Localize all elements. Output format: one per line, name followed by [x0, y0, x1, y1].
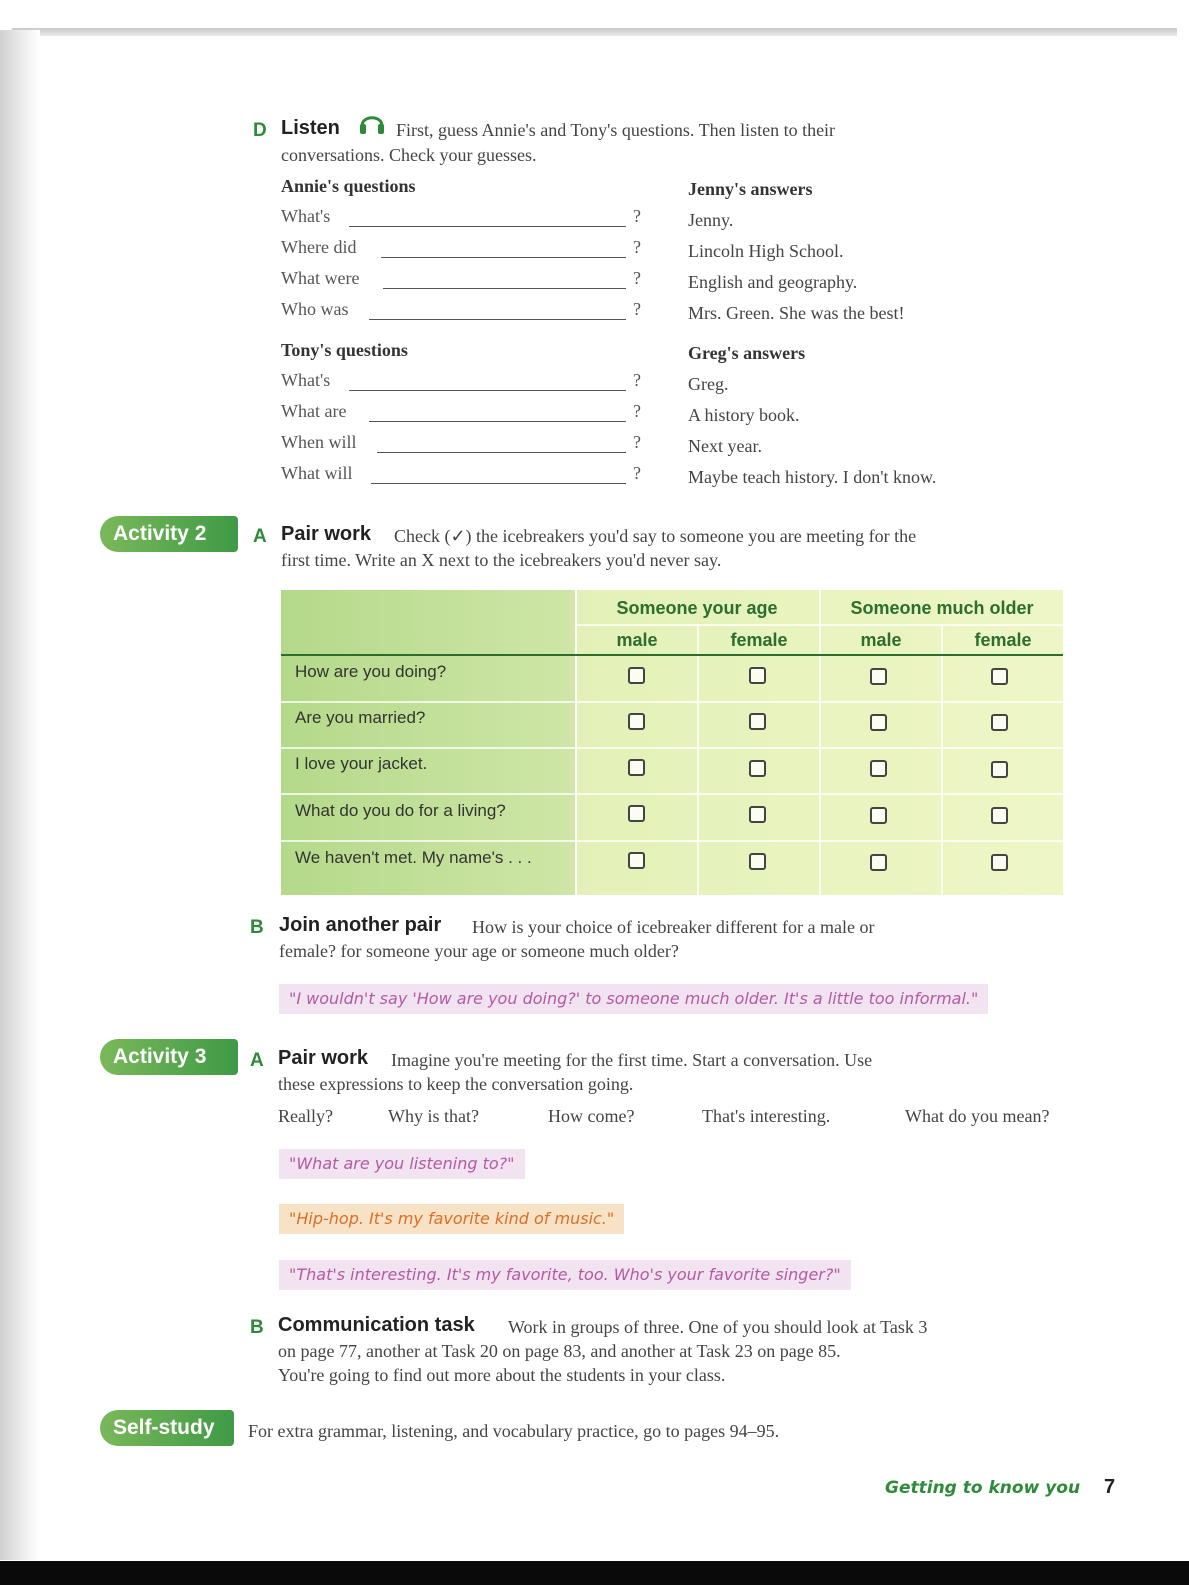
- table-row-label: How are you doing?: [295, 662, 447, 681]
- header-rule: [281, 654, 1063, 656]
- jenny-answer-2: Lincoln High School.: [688, 241, 844, 261]
- footer-unit-title: Getting to know you: [885, 1478, 1081, 1498]
- greg-answer-3: Next year.: [688, 436, 762, 456]
- icebreaker-table: [281, 590, 1063, 895]
- group-header-much-older: Someone much older: [850, 598, 1034, 618]
- checkbox-age-male[interactable]: [628, 713, 645, 730]
- table-row-label: What do you do for a living?: [295, 801, 506, 820]
- answer-blank[interactable]: [383, 288, 626, 289]
- jenny-answers-heading: Jenny's answers: [688, 179, 813, 199]
- checkbox-age-male[interactable]: [628, 805, 645, 822]
- bottom-edge: [0, 1561, 1189, 1585]
- annie-question-1: [281, 206, 646, 232]
- question-stem: What were: [281, 268, 360, 288]
- header-divider: [577, 624, 1063, 626]
- greg-answer-1: Greg.: [688, 374, 729, 394]
- activity-3-b-instruction-2: on page 77, another at Task 20 on page 83, and another at Task 23 on page 85.: [278, 1341, 841, 1361]
- speech-example-2: "Hip-hop. It's my favorite kind of music.": [279, 1204, 624, 1234]
- table-row-label: We haven't met. My name's . . .: [295, 848, 532, 867]
- activity-2-tab: Activity 2: [100, 516, 238, 552]
- activity-2-a-heading: Pair work: [281, 523, 372, 545]
- activity-3-a-heading: Pair work: [278, 1047, 369, 1069]
- annie-question-3: [281, 268, 646, 294]
- activity-3-b-instruction-3: You're going to find out more about the students in your class.: [278, 1365, 726, 1385]
- group-header-same-age: Someone your age: [616, 598, 778, 618]
- speech-example-3: "That's interesting. It's my favorite, too. Who's your favorite singer?": [279, 1260, 851, 1290]
- question-mark: ?: [633, 370, 641, 390]
- column-divider: [697, 624, 699, 895]
- activity-2-b-instruction-2: female? for someone your age or someone much older?: [279, 941, 679, 961]
- greg-answer-4: Maybe teach history. I don't know.: [688, 467, 937, 487]
- checkbox-older-female[interactable]: [991, 714, 1008, 731]
- checkbox-older-male[interactable]: [870, 668, 887, 685]
- page-top-edge: [12, 28, 1177, 36]
- column-divider: [941, 624, 943, 895]
- expression: How come?: [548, 1106, 635, 1126]
- greg-answer-2: A history book.: [688, 405, 800, 425]
- checkbox-older-female[interactable]: [991, 807, 1008, 824]
- section-d-heading: Listen: [281, 117, 340, 139]
- checkbox-age-female[interactable]: [749, 760, 766, 777]
- question-stem: Where did: [281, 237, 357, 257]
- question-mark: ?: [633, 401, 641, 421]
- section-d-instruction-1: First, guess Annie's and Tony's questions. Then listen to their: [396, 120, 836, 140]
- greg-answers-heading: Greg's answers: [688, 343, 806, 363]
- activity-2-b-heading: Join another pair: [279, 914, 442, 936]
- checkbox-age-female[interactable]: [749, 667, 766, 684]
- expression: Really?: [278, 1106, 333, 1126]
- jenny-answer-1: Jenny.: [688, 210, 734, 230]
- activity-3-b-instruction-1: Work in groups of three. One of you should look at Task 3: [508, 1317, 928, 1337]
- activity-3-b-letter: B: [250, 1317, 264, 1338]
- annie-question-2: [281, 237, 646, 263]
- row-divider: [281, 747, 1063, 749]
- checkbox-age-male[interactable]: [628, 852, 645, 869]
- self-study-tab: Self-study: [100, 1410, 234, 1446]
- question-mark: ?: [633, 463, 641, 483]
- activity-3-a-letter: A: [250, 1050, 264, 1071]
- activity-2-b-instruction-1: How is your choice of icebreaker different for a male or: [472, 917, 875, 937]
- activity-2-b-letter: B: [250, 917, 264, 938]
- checkbox-older-male[interactable]: [870, 854, 887, 871]
- activity-3-tab: Activity 3: [100, 1039, 238, 1075]
- expression: Why is that?: [388, 1106, 479, 1126]
- table-row-label: Are you married?: [295, 708, 426, 727]
- tony-question-3: [281, 432, 646, 458]
- checkbox-age-male[interactable]: [628, 759, 645, 776]
- activity-2-a-instruction-2: first time. Write an X next to the icebreakers you'd never say.: [281, 550, 722, 570]
- question-stem: Who was: [281, 299, 349, 319]
- annie-questions-heading: Annie's questions: [281, 176, 416, 196]
- tony-questions-heading: Tony's questions: [281, 340, 408, 360]
- checkbox-older-male[interactable]: [870, 807, 887, 824]
- question-mark: ?: [633, 432, 641, 452]
- activity-2-a-instruction-1: Check (✓) the icebreakers you'd say to someone you are meeting for the: [394, 526, 917, 546]
- subheader-female: female: [730, 630, 788, 650]
- speech-example: "I wouldn't say 'How are you doing?' to someone much older. It's a little too informal.": [279, 984, 988, 1014]
- column-divider: [575, 590, 577, 895]
- question-mark: ?: [633, 237, 641, 257]
- section-d-letter: D: [253, 120, 267, 141]
- answer-blank[interactable]: [369, 319, 626, 320]
- checkbox-age-female[interactable]: [749, 713, 766, 730]
- answer-blank[interactable]: [377, 452, 626, 453]
- question-mark: ?: [633, 206, 641, 226]
- expression: What do you mean?: [905, 1106, 1050, 1126]
- question-stem: What will: [281, 463, 353, 483]
- headphones-icon: [358, 108, 386, 138]
- checkbox-older-female[interactable]: [991, 761, 1008, 778]
- jenny-answer-3: English and geography.: [688, 272, 858, 292]
- expression: That's interesting.: [702, 1106, 831, 1126]
- checkbox-age-female[interactable]: [749, 806, 766, 823]
- row-divider: [281, 701, 1063, 703]
- jenny-answer-4: Mrs. Green. She was the best!: [688, 303, 905, 323]
- checkbox-older-male[interactable]: [870, 760, 887, 777]
- answer-blank[interactable]: [349, 226, 626, 227]
- checkbox-age-female[interactable]: [749, 853, 766, 870]
- speech-example-1: "What are you listening to?": [279, 1149, 525, 1179]
- annie-question-4: [281, 299, 646, 325]
- activity-3-b-heading: Communication task: [278, 1314, 475, 1336]
- row-divider: [281, 793, 1063, 795]
- subheader-male: male: [860, 630, 902, 650]
- question-stem: What's: [281, 370, 331, 390]
- checkbox-older-female[interactable]: [991, 854, 1008, 871]
- row-divider: [281, 840, 1063, 842]
- activity-2-a-letter: A: [253, 526, 267, 547]
- activity-3-a-instruction-1: Imagine you're meeting for the first time. Start a conversation. Use: [391, 1050, 873, 1070]
- answer-blank[interactable]: [381, 257, 626, 258]
- checkbox-age-male[interactable]: [628, 667, 645, 684]
- tony-question-2: [281, 401, 646, 427]
- question-stem: What's: [281, 206, 331, 226]
- answer-blank[interactable]: [371, 483, 626, 484]
- column-divider: [819, 590, 821, 895]
- table-row-label: I love your jacket.: [295, 754, 428, 773]
- tony-question-1: [281, 370, 646, 396]
- subheader-female: female: [974, 630, 1032, 650]
- checkbox-older-female[interactable]: [991, 668, 1008, 685]
- page-binding-shadow: [0, 30, 40, 1560]
- question-mark: ?: [633, 299, 641, 319]
- answer-blank[interactable]: [349, 390, 626, 391]
- page-number: 7: [1104, 1476, 1116, 1498]
- question-stem: When will: [281, 432, 357, 452]
- self-study-text: For extra grammar, listening, and vocabulary practice, go to pages 94–95.: [248, 1421, 780, 1441]
- answer-blank[interactable]: [369, 421, 626, 422]
- question-stem: What are: [281, 401, 347, 421]
- subheader-male: male: [616, 630, 658, 650]
- tony-question-4: [281, 463, 646, 489]
- section-d-instruction-2: conversations. Check your guesses.: [281, 145, 537, 165]
- question-mark: ?: [633, 268, 641, 288]
- activity-3-a-instruction-2: these expressions to keep the conversation going.: [278, 1074, 634, 1094]
- checkbox-older-male[interactable]: [870, 714, 887, 731]
